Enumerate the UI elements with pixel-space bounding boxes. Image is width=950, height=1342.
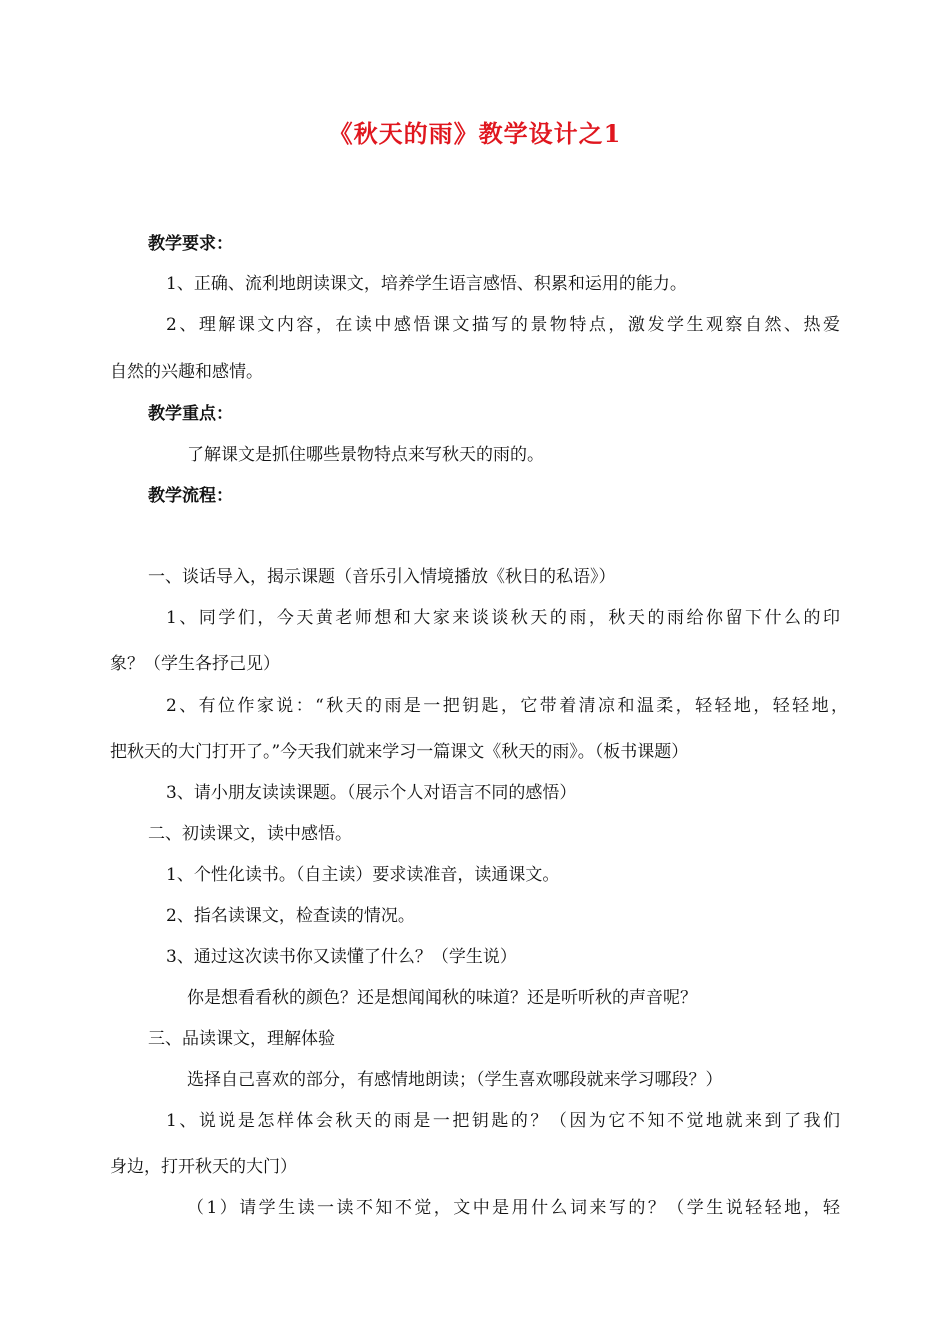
focus-text: 了解课文是抓住哪些景物特点来写秋天的雨的。 (187, 445, 544, 465)
requirement-2-line-1: 2、理解课文内容，在读中感悟课文描写的景物特点，激发学生观察自然、热爱 (166, 315, 840, 335)
process-step-2-1: 1、个性化读书。（自主读）要求读准音，读通课文。 (166, 865, 560, 885)
process-step-3-1-1-line-1: （1）请学生读一读不知不觉，文中是用什么词来写的？（学生说轻轻地，轻 (187, 1198, 840, 1218)
process-step-1-1-line-1: 1、同学们，今天黄老师想和大家来谈谈秋天的雨，秋天的雨给你留下什么的印 (166, 608, 840, 628)
process-step-3-1-line-2: 身边，打开秋天的大门） (110, 1157, 297, 1177)
process-heading: 教学流程： (148, 486, 233, 506)
process-step-1-2-line-2: 把秋天的大门打开了。”今天我们就来学习一篇课文《秋天的雨》。（板书课题） (110, 742, 689, 762)
process-step-2-3: 3、通过这次读书你又读懂了什么？（学生说） (166, 947, 517, 967)
process-step-1: 一、谈话导入，揭示课题（音乐引入情境播放《秋日的私语》） (148, 567, 616, 587)
process-step-1-1-line-2: 象？（学生各抒己见） (110, 654, 280, 674)
requirement-1: 1、正确、流利地朗读课文，培养学生语言感悟、积累和运用的能力。 (166, 274, 687, 294)
document-title: 《秋天的雨》教学设计之1 (328, 119, 622, 148)
requirement-2-line-2: 自然的兴趣和感情。 (110, 362, 263, 382)
process-step-3-intro: 选择自己喜欢的部分，有感情地朗读；（学生喜欢哪段就来学习哪段？） (187, 1070, 723, 1090)
process-step-2-3-question: 你是想看看秋的颜色？还是想闻闻秋的味道？还是听听秋的声音呢？ (187, 988, 697, 1008)
process-step-1-3: 3、请小朋友读读课题。（展示个人对语言不同的感悟） (166, 783, 577, 803)
focus-heading: 教学重点： (148, 404, 233, 424)
process-step-3: 三、品读课文，理解体验 (148, 1029, 335, 1049)
requirements-heading: 教学要求： (148, 234, 233, 254)
process-step-2-2: 2、指名读课文，检查读的情况。 (166, 906, 415, 926)
process-step-3-1-line-1: 1、说说是怎样体会秋天的雨是一把钥匙的？（因为它不知不觉地就来到了我们 (166, 1111, 840, 1131)
process-step-1-2-line-1: 2、有位作家说：“秋天的雨是一把钥匙，它带着清凉和温柔，轻轻地，轻轻地， (166, 696, 848, 716)
process-step-2: 二、初读课文，读中感悟。 (148, 824, 352, 844)
